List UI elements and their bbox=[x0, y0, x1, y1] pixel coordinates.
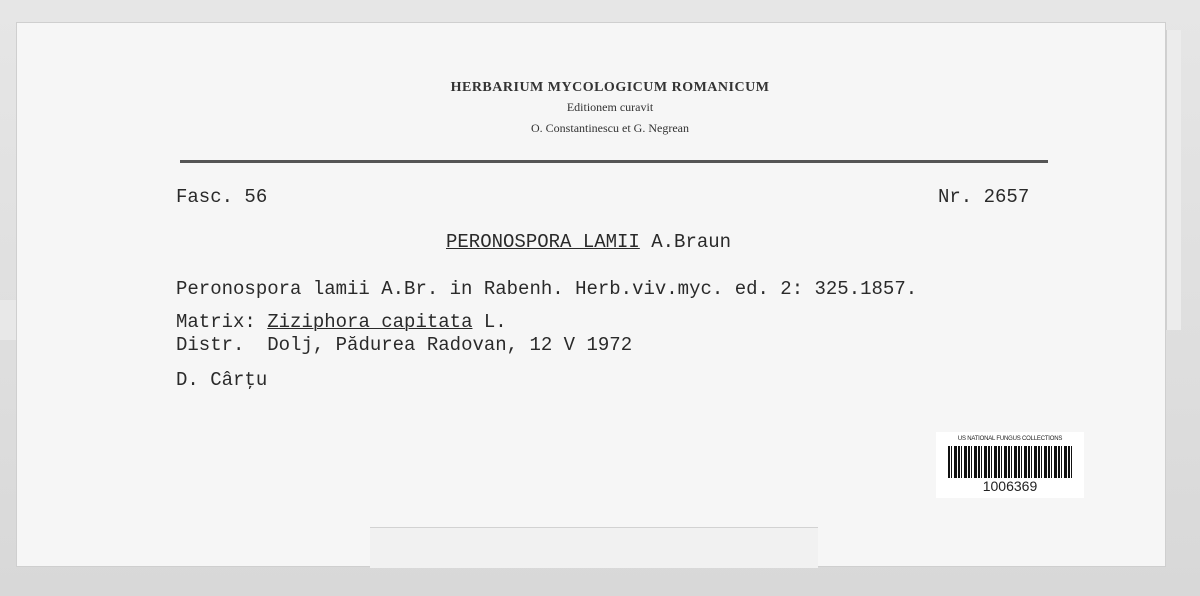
species-author: A.Braun bbox=[651, 231, 732, 253]
collector: D. Cârţu bbox=[176, 369, 268, 391]
barcode bbox=[948, 446, 1074, 478]
barcode-number: 1006369 bbox=[982, 478, 1038, 494]
specimen-number: Nr. 2657 bbox=[938, 186, 1030, 208]
distr-value: Dolj, Pădurea Radovan, 12 V 1972 bbox=[267, 334, 633, 356]
matrix-line bbox=[176, 311, 507, 333]
distribution-line bbox=[176, 334, 632, 356]
species-name: PERONOSPORA LAMII bbox=[446, 231, 640, 253]
barcode-institution: US NATIONAL FUNGUS COLLECTIONS bbox=[957, 436, 1063, 442]
fascicle-number: Fasc. 56 bbox=[176, 186, 268, 208]
matrix-label: Matrix: bbox=[176, 311, 256, 333]
matrix-author: L. bbox=[483, 311, 507, 333]
herbarium-title: HERBARIUM MYCOLOGICUM ROMANICUM bbox=[450, 80, 770, 95]
paper-edge-right bbox=[1166, 30, 1181, 330]
label-header bbox=[300, 80, 920, 136]
matrix-host: Ziziphora capitata bbox=[267, 311, 473, 333]
herbarium-editors: O. Constantinescu et G. Negrean bbox=[531, 121, 689, 135]
barcode-label bbox=[936, 432, 1084, 498]
paper-strip-bottom bbox=[370, 527, 818, 568]
header-divider bbox=[180, 160, 1048, 163]
paper-edge-left bbox=[0, 300, 16, 340]
herbarium-subtitle: Editionem curavit bbox=[566, 100, 654, 114]
species-line bbox=[446, 231, 731, 253]
distr-label: Distr. bbox=[176, 334, 245, 356]
citation: Peronospora lamii A.Br. in Rabenh. Herb.viv.myc. ed. 2: 325.1857. bbox=[176, 278, 918, 300]
